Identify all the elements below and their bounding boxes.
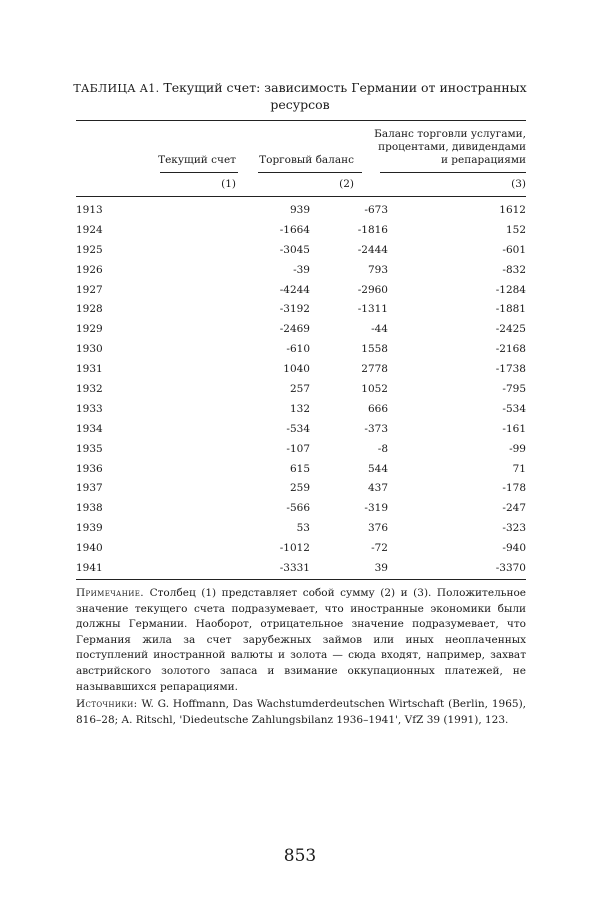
current-account-cell: 53	[296, 522, 310, 535]
services-balance-cell: -1881	[495, 303, 526, 316]
trade-balance-cell: 437	[367, 482, 388, 495]
year-cell: 1941	[76, 562, 103, 575]
trade-balance-cell: -2444	[357, 243, 388, 256]
services-balance-cell: -940	[502, 542, 526, 555]
table-row	[76, 320, 526, 340]
year-cell: 1936	[76, 462, 103, 475]
services-balance-cell: 152	[505, 223, 526, 236]
services-balance-cell: -1284	[495, 283, 526, 296]
trade-balance-cell: 666	[367, 402, 388, 415]
services-balance-cell: 1612	[499, 204, 526, 216]
year-cell: 1927	[76, 283, 103, 296]
trade-balance-cell: 544	[367, 462, 388, 475]
table-title	[70, 80, 530, 113]
current-account-cell: -107	[286, 442, 310, 455]
trade-balance-cell: 376	[367, 522, 388, 535]
year-cell: 1924	[76, 223, 103, 236]
services-balance-cell: -323	[502, 522, 526, 535]
trade-balance-cell: 1052	[361, 383, 388, 396]
trade-balance-cell: -72	[371, 542, 388, 555]
trade-balance-cell: 1558	[361, 343, 388, 356]
table-row	[76, 539, 526, 559]
trade-balance-cell: 2778	[361, 363, 388, 376]
column-number-3: (3)	[511, 178, 526, 190]
services-balance-cell: 71	[512, 462, 526, 475]
trade-balance-cell: -373	[364, 422, 388, 435]
header-col3-line1: Баланс торговли услугами,	[374, 128, 526, 140]
header-col3	[346, 128, 526, 167]
services-balance-cell: -99	[509, 442, 526, 455]
services-balance-cell: -161	[502, 422, 526, 435]
trade-balance-cell: -2960	[357, 283, 388, 296]
services-balance-cell: -1738	[495, 363, 526, 376]
table-row	[76, 380, 526, 400]
services-balance-cell: -832	[502, 263, 526, 276]
year-cell: 1937	[76, 482, 103, 495]
services-balance-cell: -2168	[495, 343, 526, 356]
current-account-cell: 132	[289, 402, 310, 415]
table-row	[76, 479, 526, 499]
current-account-cell: -1012	[279, 542, 310, 555]
current-account-cell: -534	[286, 422, 310, 435]
table-row	[76, 460, 526, 480]
table-row	[76, 340, 526, 360]
table-title-label: ТАБЛИЦА А1.	[73, 82, 160, 95]
bottom-rule	[76, 579, 526, 580]
current-account-cell: -3045	[279, 243, 310, 256]
current-account-cell: -39	[293, 263, 310, 276]
header-col3-line2: процентами, дивидендами	[378, 141, 526, 153]
header-col2: Торговый баланс	[259, 154, 354, 166]
year-cell: 1926	[76, 263, 103, 276]
table-row	[76, 440, 526, 460]
year-cell: 1939	[76, 522, 103, 535]
note-block	[76, 586, 526, 730]
table-row	[76, 360, 526, 380]
header-col1: Текущий счет	[158, 154, 236, 166]
current-account-cell: 615	[289, 462, 310, 475]
trade-balance-cell: -1816	[357, 223, 388, 236]
services-balance-cell: -795	[502, 383, 526, 396]
services-balance-cell: -3370	[495, 562, 526, 575]
table-row	[76, 519, 526, 539]
sources-label: Источники:	[76, 698, 138, 711]
year-cell: 1938	[76, 502, 103, 515]
current-account-cell: 939	[289, 204, 310, 216]
table-row	[76, 201, 526, 221]
note-label: Примечание.	[76, 587, 145, 599]
column-number-rule	[76, 196, 526, 197]
year-cell: 1928	[76, 303, 103, 316]
services-balance-cell: -178	[502, 482, 526, 495]
sources-paragraph	[76, 697, 526, 728]
trade-balance-cell: -8	[377, 442, 388, 455]
table-row	[76, 261, 526, 281]
table-row	[76, 241, 526, 261]
trade-balance-cell: -1311	[357, 303, 388, 316]
table-title-text: Текущий счет: зависимость Германии от иностранных ресурсов	[163, 80, 527, 112]
year-cell: 1913	[76, 204, 103, 216]
year-cell: 1925	[76, 243, 103, 256]
current-account-cell: 257	[289, 383, 310, 396]
year-cell: 1934	[76, 422, 103, 435]
year-cell: 1930	[76, 343, 103, 356]
current-account-cell: -2469	[279, 323, 310, 336]
services-balance-cell: -247	[502, 502, 526, 515]
note-paragraph	[76, 586, 526, 695]
table-body	[76, 201, 526, 579]
current-account-cell: -4244	[279, 283, 310, 296]
header-rule-col1	[160, 172, 238, 173]
table-row	[76, 420, 526, 440]
services-balance-cell: -534	[502, 402, 526, 415]
sources-text: W. G. Hoffmann, Das Wachstumderdeutschen Wirtschaft (Berlin, 1965), 816–28; A. Ritschl, 'Diedeutsche Zahlungsbilanz 1936–1941', VfZ 39 (1991), 123.	[76, 698, 527, 726]
current-account-cell: -3331	[279, 562, 310, 575]
header-col3-line3: и репарациями	[440, 154, 526, 166]
table-row	[76, 221, 526, 241]
year-cell: 1933	[76, 402, 103, 415]
current-account-cell: -3192	[279, 303, 310, 316]
current-account-cell: -566	[286, 502, 310, 515]
header-rule-col3	[380, 172, 526, 173]
column-number-2: (2)	[339, 178, 354, 190]
year-cell: 1935	[76, 442, 103, 455]
current-account-cell: 259	[289, 482, 310, 495]
column-number-1: (1)	[221, 178, 236, 190]
note-text: Столбец (1) представляет собой сумму (2) и (3). Положительное значение текущего счета подразумевает, что иностранные экономики были должны Германии. Наоборот, отрицательное значение подразумевает, что Германия жила за счет зарубежных займов или иных неоплаченных поступлений иностранной валюты и золота — сюда входят, например, захват австрийского золотого запаса и взимание оккупационных платежей, не называвшихся репарациями.	[76, 587, 527, 693]
trade-balance-cell: 793	[367, 263, 388, 276]
table-row	[76, 559, 526, 579]
services-balance-cell: -2425	[495, 323, 526, 336]
table-row	[76, 281, 526, 301]
year-cell: 1931	[76, 363, 103, 376]
table-row	[76, 499, 526, 519]
year-cell: 1940	[76, 542, 103, 555]
trade-balance-cell: 39	[374, 562, 388, 575]
page-number: 853	[283, 846, 317, 866]
current-account-cell: 1040	[283, 363, 310, 376]
year-cell: 1932	[76, 383, 103, 396]
table-row	[76, 300, 526, 320]
trade-balance-cell: -44	[371, 323, 388, 336]
current-account-cell: -610	[286, 343, 310, 356]
year-cell: 1929	[76, 323, 103, 336]
trade-balance-cell: -319	[364, 502, 388, 515]
current-account-cell: -1664	[279, 223, 310, 236]
services-balance-cell: -601	[502, 243, 526, 256]
header-rule-col2	[258, 172, 362, 173]
trade-balance-cell: -673	[364, 204, 388, 216]
table-row	[76, 400, 526, 420]
top-rule	[76, 120, 526, 121]
